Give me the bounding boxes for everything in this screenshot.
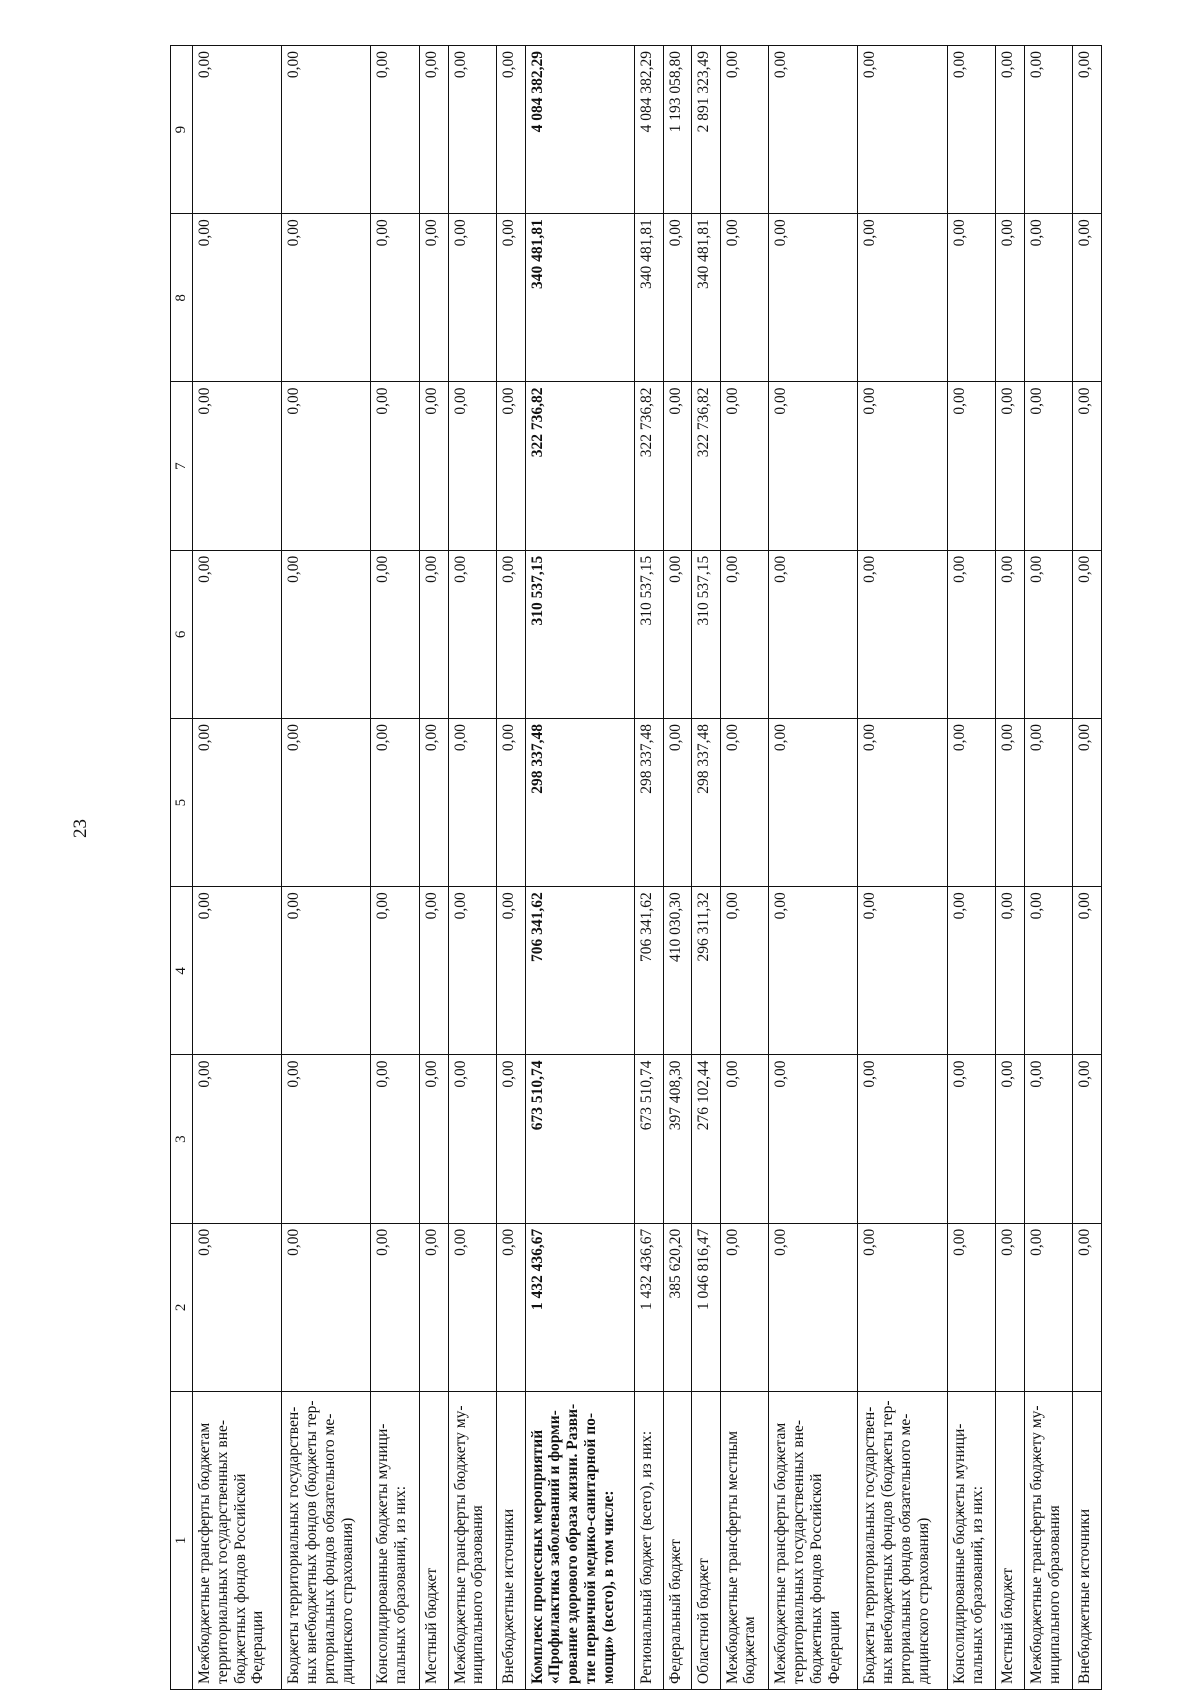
value-cell: 1 432 436,67 — [635, 1223, 664, 1391]
value-cell: 706 341,62 — [635, 887, 664, 1055]
table-row — [635, 46, 664, 1690]
value-cell: 340 481,81 — [525, 214, 635, 382]
value-cell: 0,00 — [858, 214, 947, 382]
value-cell: 0,00 — [858, 1055, 947, 1223]
value-cell: 0,00 — [858, 719, 947, 887]
value-cell: 0,00 — [996, 46, 1025, 214]
value-cell: 0,00 — [1073, 1223, 1102, 1391]
column-header: 6 — [171, 550, 193, 718]
column-header: 5 — [171, 719, 193, 887]
value-cell: 0,00 — [720, 382, 769, 550]
value-cell: 0,00 — [420, 214, 449, 382]
value-cell: 4 084 382,29 — [525, 46, 635, 214]
value-cell: 0,00 — [996, 214, 1025, 382]
table-row — [497, 46, 526, 1690]
value-cell: 0,00 — [720, 719, 769, 887]
row-label: Местный бюджет — [420, 1392, 449, 1690]
value-cell: 0,00 — [420, 46, 449, 214]
table-row — [448, 46, 497, 1690]
value-cell: 0,00 — [1073, 382, 1102, 550]
value-cell: 0,00 — [282, 46, 371, 214]
column-header: 1 — [171, 1392, 193, 1690]
value-cell: 0,00 — [996, 382, 1025, 550]
table-row — [282, 46, 371, 1690]
value-cell: 310 537,15 — [525, 550, 635, 718]
value-cell: 0,00 — [1024, 382, 1073, 550]
value-cell: 0,00 — [1024, 719, 1073, 887]
table-row — [420, 46, 449, 1690]
value-cell: 0,00 — [371, 550, 420, 718]
table-row — [193, 46, 282, 1690]
value-cell: 0,00 — [282, 1223, 371, 1391]
value-cell: 0,00 — [947, 1055, 996, 1223]
value-cell: 0,00 — [769, 46, 858, 214]
value-cell: 0,00 — [1024, 887, 1073, 1055]
row-label: Областной бюджет — [692, 1392, 721, 1690]
value-cell: 0,00 — [497, 46, 526, 214]
row-label: Межбюджетные трансферты бюджету му-ниципального образования — [448, 1392, 497, 1690]
value-cell: 0,00 — [448, 719, 497, 887]
value-cell: 0,00 — [1024, 1055, 1073, 1223]
value-cell: 0,00 — [497, 382, 526, 550]
row-label: Внебюджетные источники — [1073, 1392, 1102, 1690]
row-label: Консолидированные бюджеты муници-пальных образований, из них: — [371, 1392, 420, 1690]
value-cell: 673 510,74 — [635, 1055, 664, 1223]
table-row — [1024, 46, 1073, 1690]
value-cell: 0,00 — [193, 1223, 282, 1391]
value-cell: 0,00 — [996, 887, 1025, 1055]
value-cell: 0,00 — [497, 719, 526, 887]
value-cell: 0,00 — [497, 214, 526, 382]
value-cell: 0,00 — [1024, 1223, 1073, 1391]
value-cell: 0,00 — [371, 214, 420, 382]
value-cell: 385 620,20 — [663, 1223, 692, 1391]
value-cell: 0,00 — [1073, 550, 1102, 718]
row-label: Бюджеты территориальных государствен-ных внебюджетных фондов (бюджеты тер-риториальных фондов обязательного ме-дицинского страхования) — [858, 1392, 947, 1690]
value-cell: 0,00 — [282, 550, 371, 718]
table-row — [996, 46, 1025, 1690]
value-cell: 0,00 — [947, 887, 996, 1055]
value-cell: 0,00 — [448, 1055, 497, 1223]
financing-table — [170, 45, 1102, 1690]
value-cell: 0,00 — [769, 1055, 858, 1223]
value-cell: 0,00 — [996, 1055, 1025, 1223]
value-cell: 0,00 — [858, 1223, 947, 1391]
value-cell: 0,00 — [282, 719, 371, 887]
table-row — [720, 46, 769, 1690]
table-row — [663, 46, 692, 1690]
value-cell: 4 084 382,29 — [635, 46, 664, 214]
value-cell: 0,00 — [371, 719, 420, 887]
value-cell: 0,00 — [193, 46, 282, 214]
value-cell: 0,00 — [282, 382, 371, 550]
value-cell: 0,00 — [720, 887, 769, 1055]
value-cell: 2 891 323,49 — [692, 46, 721, 214]
value-cell: 0,00 — [448, 1223, 497, 1391]
value-cell: 0,00 — [947, 1223, 996, 1391]
value-cell: 0,00 — [1073, 214, 1102, 382]
table-row — [947, 46, 996, 1690]
row-label: Внебюджетные источники — [497, 1392, 526, 1690]
value-cell: 0,00 — [193, 382, 282, 550]
value-cell: 1 193 058,80 — [663, 46, 692, 214]
header-row — [171, 46, 193, 1690]
value-cell: 0,00 — [663, 214, 692, 382]
value-cell: 0,00 — [947, 719, 996, 887]
row-label: Бюджеты территориальных государствен-ных внебюджетных фондов (бюджеты тер-риториальных фондов обязательного ме-дицинского страхования) — [282, 1392, 371, 1690]
value-cell: 0,00 — [193, 1055, 282, 1223]
value-cell: 0,00 — [371, 1055, 420, 1223]
value-cell: 0,00 — [448, 382, 497, 550]
value-cell: 0,00 — [769, 1223, 858, 1391]
row-label: Местный бюджет — [996, 1392, 1025, 1690]
value-cell: 0,00 — [947, 46, 996, 214]
row-label: Комплекс процессных мероприятий «Профилактика заболеваний и форми-рование здорового образа жизни. Разви-тие первичной медико-санитарной по-мощи» (всего), в том числе: — [525, 1392, 635, 1690]
column-header: 7 — [171, 382, 193, 550]
row-label: Консолидированные бюджеты муници-пальных образований, из них: — [947, 1392, 996, 1690]
value-cell: 0,00 — [193, 214, 282, 382]
column-header: 9 — [171, 46, 193, 214]
column-header: 3 — [171, 1055, 193, 1223]
value-cell: 0,00 — [858, 382, 947, 550]
row-label: Межбюджетные трансферты бюджету му-ниципального образования — [1024, 1392, 1073, 1690]
value-cell: 0,00 — [858, 46, 947, 214]
value-cell: 0,00 — [193, 550, 282, 718]
row-label: Межбюджетные трансферты местным бюджетам — [720, 1392, 769, 1690]
value-cell: 0,00 — [193, 719, 282, 887]
value-cell: 0,00 — [1024, 550, 1073, 718]
value-cell: 276 102,44 — [692, 1055, 721, 1223]
value-cell: 298 337,48 — [692, 719, 721, 887]
value-cell: 397 408,30 — [663, 1055, 692, 1223]
table-row — [692, 46, 721, 1690]
value-cell: 0,00 — [1024, 46, 1073, 214]
table-row — [858, 46, 947, 1690]
value-cell: 0,00 — [663, 550, 692, 718]
value-cell: 0,00 — [1073, 719, 1102, 887]
table-body — [193, 46, 1102, 1690]
value-cell: 0,00 — [720, 46, 769, 214]
value-cell: 0,00 — [1073, 46, 1102, 214]
value-cell: 322 736,82 — [692, 382, 721, 550]
value-cell: 0,00 — [663, 382, 692, 550]
value-cell: 0,00 — [769, 887, 858, 1055]
value-cell: 673 510,74 — [525, 1055, 635, 1223]
value-cell: 0,00 — [1024, 214, 1073, 382]
value-cell: 706 341,62 — [525, 887, 635, 1055]
value-cell: 410 030,30 — [663, 887, 692, 1055]
value-cell: 0,00 — [448, 46, 497, 214]
value-cell: 0,00 — [947, 550, 996, 718]
column-header: 2 — [171, 1223, 193, 1391]
value-cell: 0,00 — [1073, 1055, 1102, 1223]
value-cell: 340 481,81 — [635, 214, 664, 382]
table-row — [371, 46, 420, 1690]
value-cell: 0,00 — [371, 46, 420, 214]
value-cell: 0,00 — [420, 1055, 449, 1223]
value-cell: 340 481,81 — [692, 214, 721, 382]
value-cell: 0,00 — [420, 1223, 449, 1391]
value-cell: 0,00 — [720, 1223, 769, 1391]
value-cell: 298 337,48 — [525, 719, 635, 887]
value-cell: 296 311,32 — [692, 887, 721, 1055]
value-cell: 0,00 — [947, 214, 996, 382]
value-cell: 0,00 — [996, 1223, 1025, 1391]
value-cell: 1 432 436,67 — [525, 1223, 635, 1391]
value-cell: 0,00 — [769, 214, 858, 382]
table-row — [525, 46, 635, 1690]
value-cell: 0,00 — [663, 719, 692, 887]
table-row — [769, 46, 858, 1690]
value-cell: 0,00 — [769, 382, 858, 550]
value-cell: 322 736,82 — [525, 382, 635, 550]
row-label: Региональный бюджет (всего), из них: — [635, 1392, 664, 1690]
value-cell: 0,00 — [282, 214, 371, 382]
value-cell: 1 046 816,47 — [692, 1223, 721, 1391]
value-cell: 0,00 — [448, 550, 497, 718]
rotated-table-container — [170, 45, 1102, 1690]
value-cell: 0,00 — [371, 1223, 420, 1391]
value-cell: 0,00 — [996, 550, 1025, 718]
value-cell: 0,00 — [420, 887, 449, 1055]
value-cell: 310 537,15 — [635, 550, 664, 718]
value-cell: 0,00 — [720, 1055, 769, 1223]
value-cell: 0,00 — [448, 214, 497, 382]
value-cell: 0,00 — [371, 382, 420, 550]
page-number: 23 — [70, 819, 91, 838]
value-cell: 310 537,15 — [692, 550, 721, 718]
value-cell: 0,00 — [282, 887, 371, 1055]
value-cell: 298 337,48 — [635, 719, 664, 887]
value-cell: 0,00 — [497, 1055, 526, 1223]
value-cell: 0,00 — [858, 887, 947, 1055]
row-label: Федеральный бюджет — [663, 1392, 692, 1690]
row-label: Межбюджетные трансферты бюджетам территориальных государственных вне-бюджетных фондов Российской Федерации — [193, 1392, 282, 1690]
value-cell: 0,00 — [420, 382, 449, 550]
value-cell: 0,00 — [420, 719, 449, 887]
column-header: 8 — [171, 214, 193, 382]
value-cell: 0,00 — [769, 719, 858, 887]
value-cell: 0,00 — [720, 214, 769, 382]
value-cell: 0,00 — [497, 887, 526, 1055]
value-cell: 0,00 — [1073, 887, 1102, 1055]
value-cell: 322 736,82 — [635, 382, 664, 550]
value-cell: 0,00 — [996, 719, 1025, 887]
value-cell: 0,00 — [448, 887, 497, 1055]
value-cell: 0,00 — [420, 550, 449, 718]
value-cell: 0,00 — [193, 887, 282, 1055]
value-cell: 0,00 — [769, 550, 858, 718]
value-cell: 0,00 — [858, 550, 947, 718]
value-cell: 0,00 — [282, 1055, 371, 1223]
column-header: 4 — [171, 887, 193, 1055]
row-label: Межбюджетные трансферты бюджетам территориальных государственных вне-бюджетных фондов Российской Федерации — [769, 1392, 858, 1690]
value-cell: 0,00 — [947, 382, 996, 550]
value-cell: 0,00 — [497, 550, 526, 718]
value-cell: 0,00 — [497, 1223, 526, 1391]
value-cell: 0,00 — [720, 550, 769, 718]
value-cell: 0,00 — [371, 887, 420, 1055]
table-row — [1073, 46, 1102, 1690]
